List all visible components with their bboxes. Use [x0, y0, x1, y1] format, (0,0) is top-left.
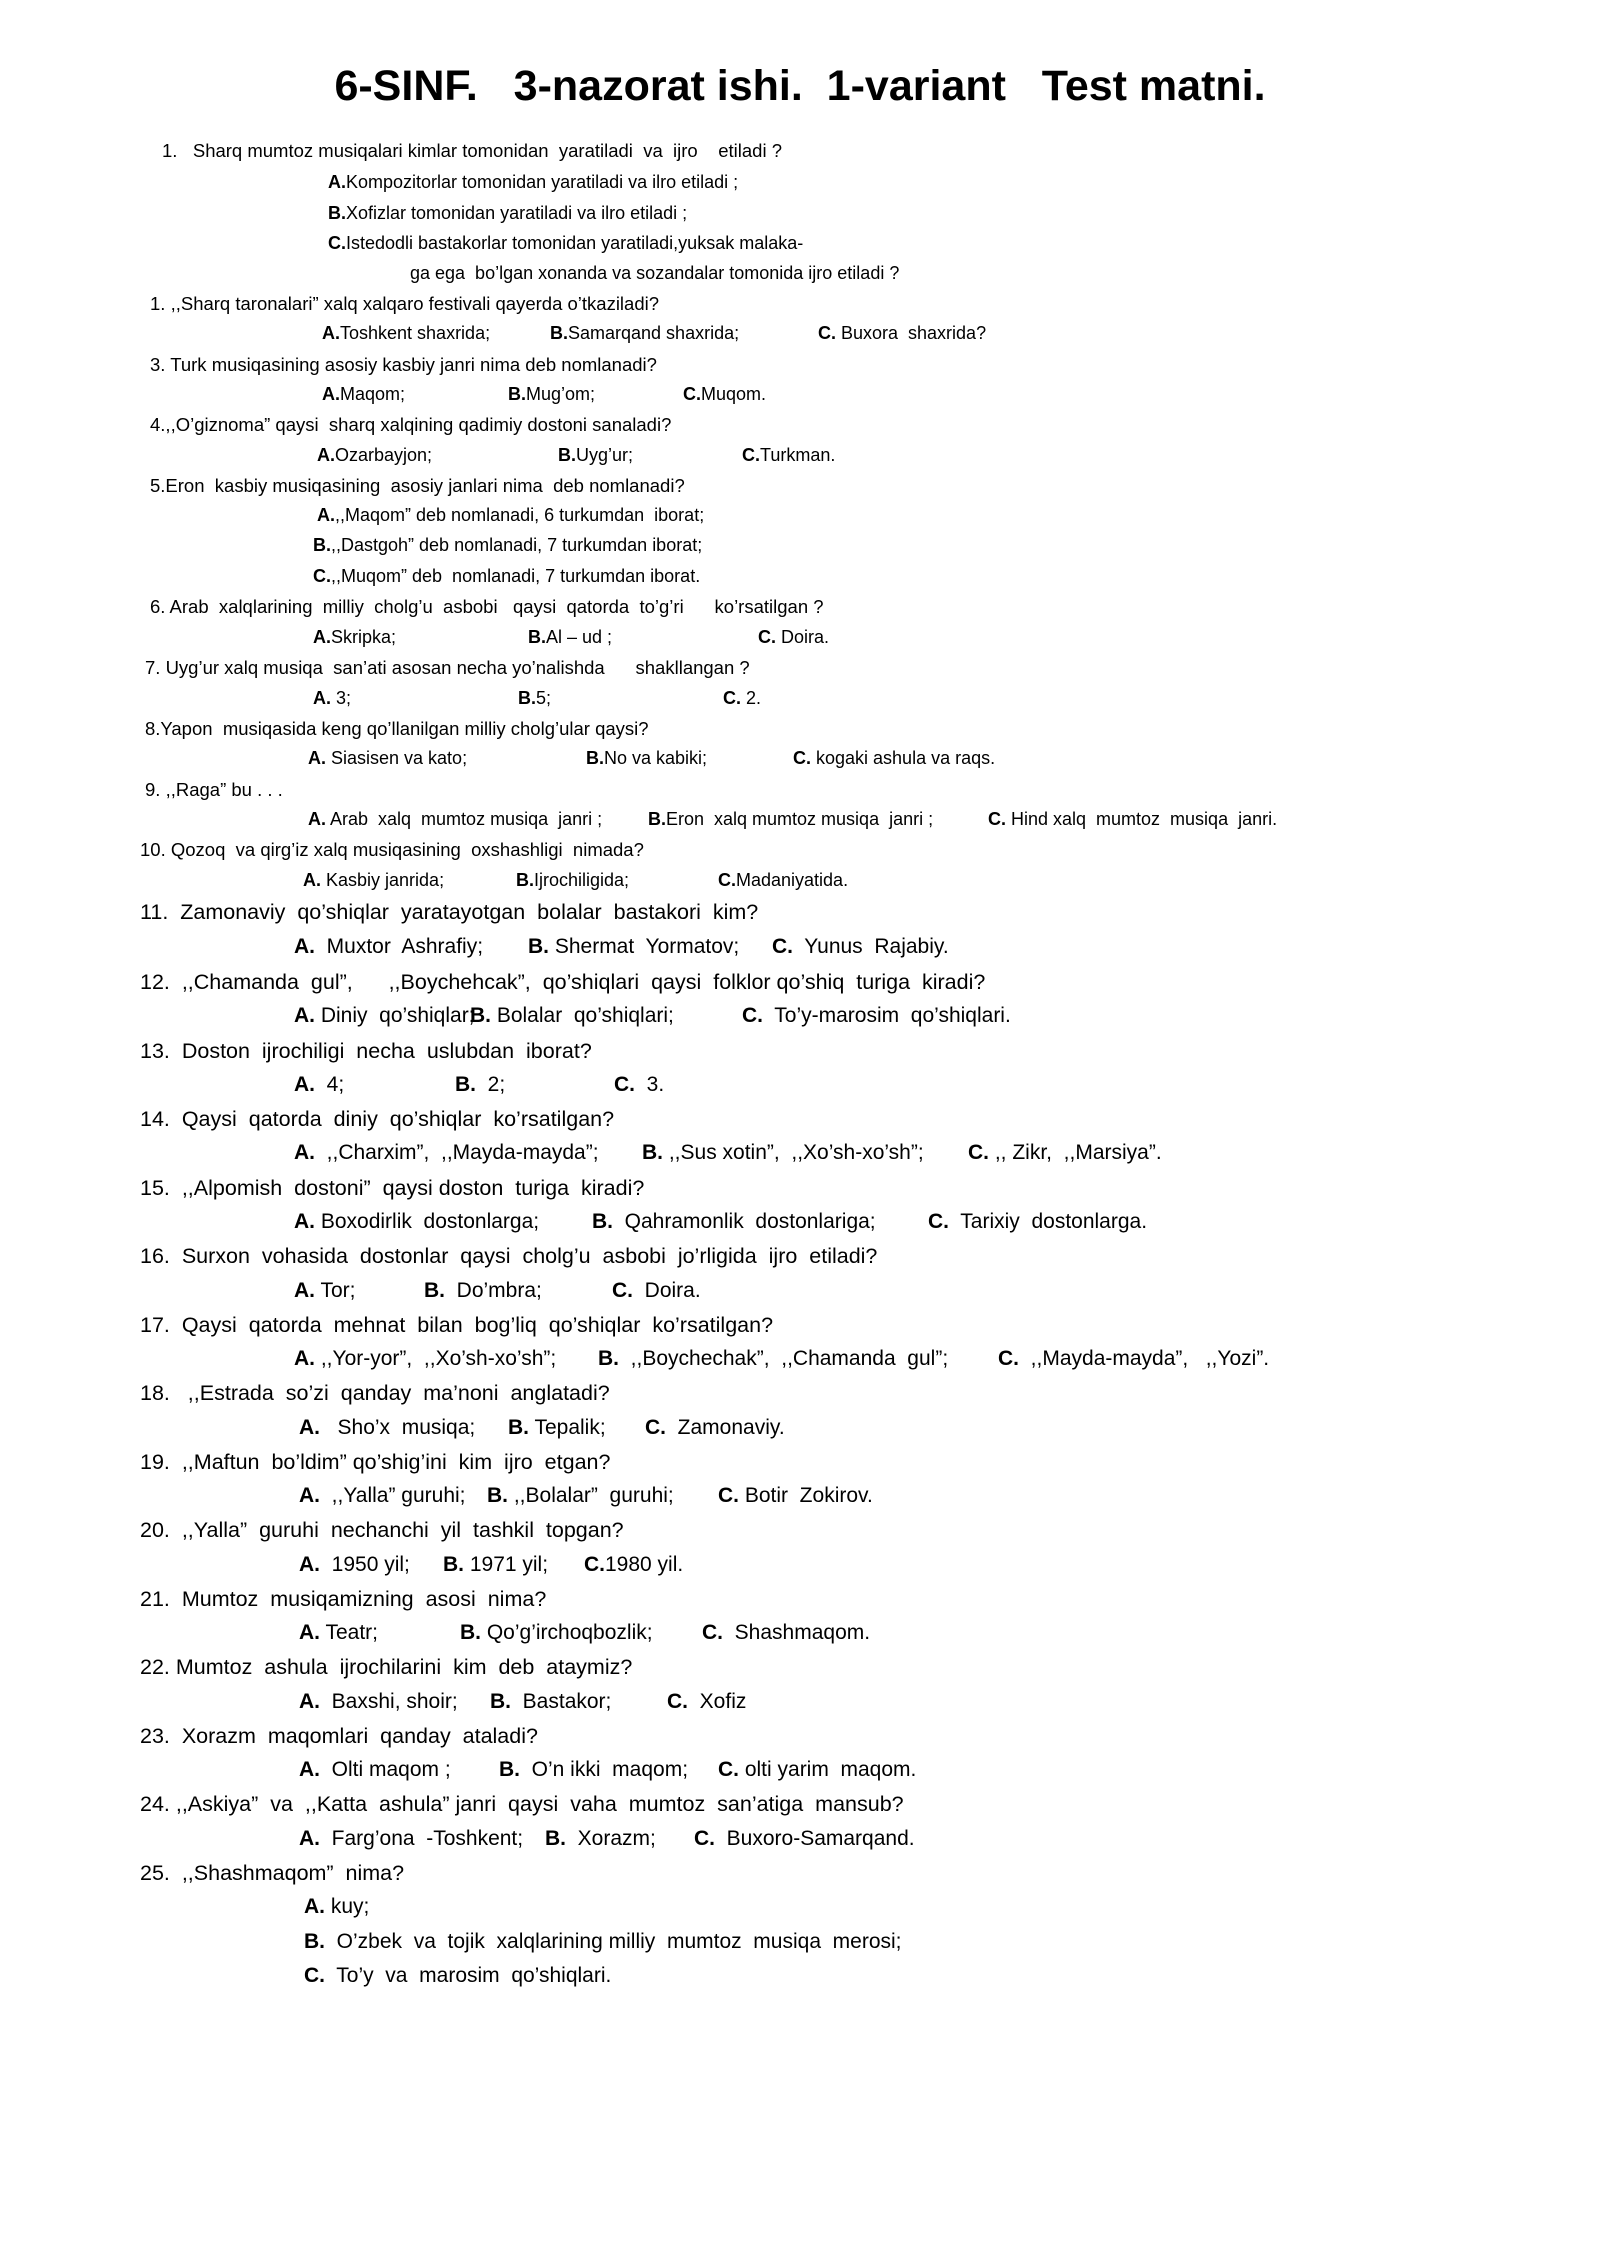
question-text: 6. Arab xalqlarining milliy cholg’u asbobi qaysi qatorda to’g’ri ko’rsatilgan ?	[150, 596, 824, 617]
option-letter: A.	[299, 1758, 320, 1781]
answer-option	[294, 1210, 539, 1234]
question-text: 9. ,,Raga” bu . . .	[145, 779, 283, 800]
option-letter: A.	[304, 1895, 325, 1918]
question-text: 15. ,,Alpomish dostoni” qaysi doston turiga kiradi?	[140, 1176, 645, 1200]
option-text: 4;	[315, 1073, 345, 1096]
option-letter: B.	[592, 1210, 613, 1233]
option-letter: C.	[742, 445, 760, 465]
option-letter: C.	[667, 1690, 688, 1713]
answer-option	[499, 1758, 688, 1782]
question-text: 12. ,,Chamanda gul”, ,,Boychehcak”, qo’shiqlari qaysi folklor qo’shiq turiga kiradi?	[140, 970, 986, 994]
option-text: Xofiz	[688, 1690, 747, 1713]
option-text: Teatr;	[320, 1621, 378, 1644]
option-letter: B.	[516, 870, 534, 890]
option-text: Istedodli bastakorlar tomonidan yaratiladi,yuksak malaka-	[346, 233, 804, 253]
answer-option	[516, 870, 629, 891]
answer-option	[299, 1553, 410, 1577]
option-letter: B.	[528, 935, 549, 958]
option-letter: A.	[303, 870, 321, 890]
question-text: 23. Xorazm maqomlari qanday ataladi?	[140, 1724, 538, 1748]
answer-option	[928, 1210, 1147, 1234]
answer-option	[742, 445, 835, 466]
option-letter: C.	[683, 384, 701, 404]
option-letter: B.	[455, 1073, 476, 1096]
option-letter: B.	[598, 1347, 619, 1370]
option-text: Xofizlar tomonidan yaratiladi va ilro etiladi ;	[346, 203, 688, 223]
option-letter: C.	[758, 627, 776, 647]
answer-option	[322, 323, 490, 344]
option-letter: C.	[645, 1416, 666, 1439]
option-text: 3.	[635, 1073, 665, 1096]
option-letter: B.	[550, 323, 568, 343]
answer-option	[299, 1827, 523, 1851]
answer-option	[317, 505, 704, 526]
option-text: Ijrochiligida;	[534, 870, 630, 890]
option-letter: B.	[528, 627, 546, 647]
option-text: Zamonaviy.	[666, 1416, 785, 1439]
option-text: ,, Zikr, ,,Marsiya”.	[989, 1141, 1162, 1164]
option-letter: B.	[487, 1484, 508, 1507]
answer-option	[586, 748, 707, 769]
option-letter: C.	[928, 1210, 949, 1233]
question-text: 10. Qozoq va qirg’iz xalq musiqasining oxshashligi nimada?	[140, 839, 644, 860]
option-letter: C.	[718, 1484, 739, 1507]
answer-option	[410, 263, 899, 284]
option-letter: C.	[304, 1964, 325, 1987]
option-letter: A.	[313, 627, 331, 647]
answer-option	[424, 1279, 542, 1303]
option-letter: B.	[460, 1621, 481, 1644]
option-letter: C.	[818, 323, 836, 343]
answer-option	[528, 627, 612, 648]
option-letter: A.	[299, 1690, 320, 1713]
option-text: Ozarbayjon;	[335, 445, 433, 465]
option-letter: C.	[702, 1621, 723, 1644]
answer-option	[718, 1484, 873, 1508]
option-text: Buxoro-Samarqand.	[715, 1827, 915, 1850]
option-text: Olti maqom ;	[320, 1758, 451, 1781]
option-letter: A.	[294, 1073, 315, 1096]
option-text: Samarqand shaxrida;	[568, 323, 740, 343]
option-text: 2.	[741, 688, 762, 708]
answer-option	[742, 1004, 1011, 1028]
answer-option	[313, 688, 351, 709]
option-text: ,,Sus xotin”, ,,Xo’sh-xo’sh”;	[663, 1141, 924, 1164]
option-text: Do’mbra;	[445, 1279, 542, 1302]
option-letter: B.	[642, 1141, 663, 1164]
option-letter: B.	[490, 1690, 511, 1713]
option-letter: A.	[299, 1553, 320, 1576]
answer-option	[584, 1553, 683, 1577]
answer-option	[718, 870, 848, 891]
answer-option	[304, 1895, 369, 1919]
option-text: Toshkent shaxrida;	[340, 323, 491, 343]
option-letter: C.	[612, 1279, 633, 1302]
answer-option	[793, 748, 995, 769]
answer-option	[508, 1416, 606, 1440]
option-letter: C.	[742, 1004, 763, 1027]
option-text: Boxodirlik dostonlarga;	[315, 1210, 540, 1233]
option-letter: B.	[545, 1827, 566, 1850]
answer-option	[304, 1930, 902, 1954]
option-text: 3;	[331, 688, 352, 708]
option-letter: A.	[308, 809, 326, 829]
question-text: 25. ,,Shashmaqom” nima?	[140, 1861, 405, 1885]
answer-option	[443, 1553, 548, 1577]
answer-option	[299, 1484, 466, 1508]
option-text: ,,Bolalar” guruhi;	[508, 1484, 674, 1507]
option-text: Buxora shaxrida?	[836, 323, 987, 343]
option-letter: A.	[322, 384, 340, 404]
option-letter: B.	[586, 748, 604, 768]
option-text: Xorazm;	[566, 1827, 656, 1850]
option-text: ,,Dastgoh” deb nomlanadi, 7 turkumdan iborat;	[331, 535, 703, 555]
option-text: Muxtor Ashrafiy;	[315, 935, 484, 958]
answer-option	[294, 1279, 355, 1303]
document-title: 6-SINF. 3-nazorat ishi. 1-variant Test matni.	[334, 62, 1266, 110]
option-text: ,,Charxim”, ,,Mayda-mayda”;	[315, 1141, 599, 1164]
option-letter: C.	[313, 566, 331, 586]
option-letter: C.	[718, 870, 736, 890]
answer-option	[299, 1621, 378, 1645]
answer-option	[718, 1758, 916, 1782]
answer-option	[308, 748, 467, 769]
answer-option	[328, 172, 738, 193]
answer-option	[667, 1690, 746, 1714]
option-text: ,,Maqom” deb nomlanadi, 6 turkumdan iborat;	[335, 505, 705, 525]
option-letter: C.	[328, 233, 346, 253]
answer-option	[758, 627, 829, 648]
question-text: 11. Zamonaviy qo’shiqlar yaratayotgan bolalar bastakori kim?	[140, 900, 759, 924]
question-text: 13. Doston ijrochiligi necha uslubdan iborat?	[140, 1039, 592, 1063]
option-text: kuy;	[325, 1895, 370, 1918]
option-letter: C.	[998, 1347, 1019, 1370]
answer-option	[460, 1621, 653, 1645]
answer-option	[528, 935, 739, 959]
option-text: Maqom;	[340, 384, 406, 404]
option-text: Tepalik;	[529, 1416, 606, 1439]
question-text: 1. ,,Sharq taronalari” xalq xalqaro festivali qayerda o’tkaziladi?	[150, 293, 660, 314]
answer-option	[294, 1347, 556, 1371]
option-letter: A.	[299, 1484, 320, 1507]
question-text: 3. Turk musiqasining asosiy kasbiy janri nima deb nomlanadi?	[150, 354, 657, 375]
option-text: Yunus Rajabiy.	[793, 935, 949, 958]
option-text: Skripka;	[331, 627, 397, 647]
question-text: 17. Qaysi qatorda mehnat bilan bog’liq qo’shiqlar ko’rsatilgan?	[140, 1313, 774, 1337]
answer-option	[592, 1210, 876, 1234]
answer-option	[313, 566, 700, 587]
option-letter: C.	[694, 1827, 715, 1850]
answer-option	[294, 935, 483, 959]
option-letter: A.	[328, 172, 346, 192]
answer-option	[550, 323, 739, 344]
answer-option	[470, 1004, 674, 1028]
option-text: Bastakor;	[511, 1690, 612, 1713]
answer-option	[818, 323, 986, 344]
question-text: 1. Sharq mumtoz musiqalari kimlar tomonidan yaratiladi va ijro etiladi ?	[162, 140, 783, 161]
option-text: Shermat Yormatov;	[549, 935, 740, 958]
option-text: Kasbiy janrida;	[321, 870, 445, 890]
answer-option	[299, 1758, 451, 1782]
option-text: Qo’g’irchoqbozlik;	[481, 1621, 653, 1644]
option-letter: B.	[443, 1553, 464, 1576]
question-text: 20. ,,Yalla” guruhi nechanchi yil tashkil topgan?	[140, 1518, 624, 1542]
answer-option	[723, 688, 761, 709]
option-letter: A.	[294, 1210, 315, 1233]
answer-option	[299, 1416, 475, 1440]
answer-option	[612, 1279, 701, 1303]
option-letter: C.	[718, 1758, 739, 1781]
option-letter: A.	[294, 935, 315, 958]
option-text: Botir Zokirov.	[739, 1484, 873, 1507]
option-text: Shashmaqom.	[723, 1621, 871, 1644]
question-text: 7. Uyg’ur xalq musiqa san’ati asosan necha yo’nalishda shakllangan ?	[145, 657, 750, 678]
option-letter: B.	[424, 1279, 445, 1302]
option-text: Al – ud ;	[546, 627, 613, 647]
option-letter: B.	[508, 384, 526, 404]
option-text: 1971 yil;	[464, 1553, 549, 1576]
answer-option	[303, 870, 444, 891]
question-text: 21. Mumtoz musiqamizning asosi nima?	[140, 1587, 547, 1611]
answer-option	[313, 627, 396, 648]
answer-option	[558, 445, 633, 466]
option-text: ,,Yalla” guruhi;	[320, 1484, 466, 1507]
option-letter: A.	[294, 1347, 315, 1370]
option-letter: B.	[648, 809, 666, 829]
question-text: 24. ,,Askiya” va ,,Katta ashula” janri qaysi vaha mumtoz san’atiga mansub?	[140, 1792, 904, 1816]
option-letter: B.	[558, 445, 576, 465]
option-letter: B.	[313, 535, 331, 555]
option-letter: C.	[793, 748, 811, 768]
option-letter: B.	[304, 1930, 325, 1953]
answer-option	[508, 384, 595, 405]
answer-option	[313, 535, 702, 556]
option-text: olti yarim maqom.	[739, 1758, 917, 1781]
option-letter: A.	[308, 748, 326, 768]
answer-option	[614, 1073, 664, 1097]
option-letter: A.	[313, 688, 331, 708]
question-text: 14. Qaysi qatorda diniy qo’shiqlar ko’rsatilgan?	[140, 1107, 615, 1131]
answer-option	[988, 809, 1277, 830]
answer-option	[294, 1141, 599, 1165]
option-text: Eron xalq mumtoz musiqa janri ;	[666, 809, 934, 829]
question-text: 18. ,,Estrada so’zi qanday ma’noni anglatadi?	[140, 1381, 610, 1405]
option-text: Tarixiy dostonlarga.	[949, 1210, 1148, 1233]
option-text: 1980 yil.	[605, 1553, 684, 1576]
option-text: ,,Mayda-mayda”, ,,Yozi”.	[1019, 1347, 1270, 1370]
option-text: ,,Boychechak”, ,,Chamanda gul”;	[619, 1347, 949, 1370]
answer-option	[322, 384, 405, 405]
option-letter: A.	[299, 1621, 320, 1644]
option-text: Arab xalq mumtoz musiqa janri ;	[326, 809, 603, 829]
answer-option	[642, 1141, 924, 1165]
question-text: 22. Mumtoz ashula ijrochilarini kim deb ataymiz?	[140, 1655, 633, 1679]
option-text: ga ega bo’lgan xonanda va sozandalar tomonida ijro etiladi ?	[410, 263, 900, 283]
option-text: Sho’x musiqa;	[320, 1416, 476, 1439]
option-letter: C.	[723, 688, 741, 708]
option-text: No va kabiki;	[604, 748, 708, 768]
question-text: 4.,,O’giznoma” qaysi sharq xalqining qadimiy dostoni sanaladi?	[150, 414, 672, 435]
answer-option	[598, 1347, 948, 1371]
option-letter: A.	[294, 1279, 315, 1302]
option-letter: A.	[299, 1416, 320, 1439]
option-text: Bolalar qo’shiqlari;	[491, 1004, 674, 1027]
option-letter: B.	[499, 1758, 520, 1781]
option-letter: B.	[328, 203, 346, 223]
answer-option	[545, 1827, 656, 1851]
answer-option	[518, 688, 551, 709]
answer-option	[304, 1964, 611, 1988]
option-text: Kompozitorlar tomonidan yaratiladi va ilro etiladi ;	[346, 172, 739, 192]
answer-option	[683, 384, 766, 405]
option-letter: C.	[772, 935, 793, 958]
option-text: O’zbek va tojik xalqlarining milliy mumtoz musiqa merosi;	[325, 1930, 902, 1953]
answer-option	[294, 1073, 344, 1097]
option-letter: B.	[518, 688, 536, 708]
option-letter: A.	[294, 1004, 315, 1027]
option-letter: C.	[968, 1141, 989, 1164]
option-letter: A.	[299, 1827, 320, 1850]
option-text: kogaki ashula va raqs.	[811, 748, 996, 768]
option-text: 2;	[476, 1073, 506, 1096]
option-text: Madaniyatida.	[736, 870, 849, 890]
answer-option	[772, 935, 949, 959]
option-letter: C.	[614, 1073, 635, 1096]
option-text: To’y va marosim qo’shiqlari.	[325, 1964, 612, 1987]
option-letter: A.	[322, 323, 340, 343]
option-text: To’y-marosim qo’shiqlari.	[763, 1004, 1011, 1027]
answer-option	[328, 203, 687, 224]
option-text: Doira.	[776, 627, 830, 647]
option-text: Turkman.	[760, 445, 836, 465]
answer-option	[294, 1004, 475, 1028]
option-text: Mug’om;	[526, 384, 596, 404]
answer-option	[317, 445, 432, 466]
option-text: 5;	[536, 688, 552, 708]
option-text: Farg’ona -Toshkent;	[320, 1827, 524, 1850]
question-text: 16. Surxon vohasida dostonlar qaysi cholg’u asbobi jo’rligida ijro etiladi?	[140, 1244, 878, 1268]
option-text: Hind xalq mumtoz musiqa janri.	[1006, 809, 1278, 829]
option-letter: B.	[470, 1004, 491, 1027]
option-text: Diniy qo’shiqlar;	[315, 1004, 475, 1027]
answer-option	[490, 1690, 611, 1714]
answer-option	[694, 1827, 915, 1851]
option-letter: A.	[294, 1141, 315, 1164]
option-text: Qahramonlik dostonlariga;	[613, 1210, 876, 1233]
option-text: Tor;	[315, 1279, 356, 1302]
option-letter: A.	[317, 505, 335, 525]
option-letter: C.	[584, 1553, 605, 1576]
answer-option	[645, 1416, 785, 1440]
option-text: 1950 yil;	[320, 1553, 410, 1576]
question-text: 5.Eron kasbiy musiqasining asosiy janlari nima deb nomlanadi?	[150, 475, 685, 496]
answer-option	[487, 1484, 674, 1508]
option-text: Uyg’ur;	[576, 445, 634, 465]
answer-option	[455, 1073, 505, 1097]
option-letter: C.	[988, 809, 1006, 829]
option-letter: A.	[317, 445, 335, 465]
answer-option	[328, 233, 803, 254]
option-text: Siasisen va kato;	[326, 748, 468, 768]
answer-option	[308, 809, 602, 830]
option-text: Muqom.	[701, 384, 767, 404]
option-text: ,,Muqom” deb nomlanadi, 7 turkumdan iborat.	[331, 566, 701, 586]
option-letter: B.	[508, 1416, 529, 1439]
answer-option	[299, 1690, 458, 1714]
option-text: Baxshi, shoir;	[320, 1690, 458, 1713]
answer-option	[968, 1141, 1162, 1165]
question-text: 19. ,,Maftun bo’ldim” qo’shig’ini kim ijro etgan?	[140, 1450, 611, 1474]
option-text: Doira.	[633, 1279, 701, 1302]
answer-option	[702, 1621, 870, 1645]
question-text: 8.Yapon musiqasida keng qo’llanilgan milliy cholg’ular qaysi?	[145, 718, 649, 739]
answer-option	[648, 809, 933, 830]
option-text: ,,Yor-yor”, ,,Xo’sh-xo’sh”;	[315, 1347, 557, 1370]
answer-option	[998, 1347, 1269, 1371]
option-text: O’n ikki maqom;	[520, 1758, 689, 1781]
